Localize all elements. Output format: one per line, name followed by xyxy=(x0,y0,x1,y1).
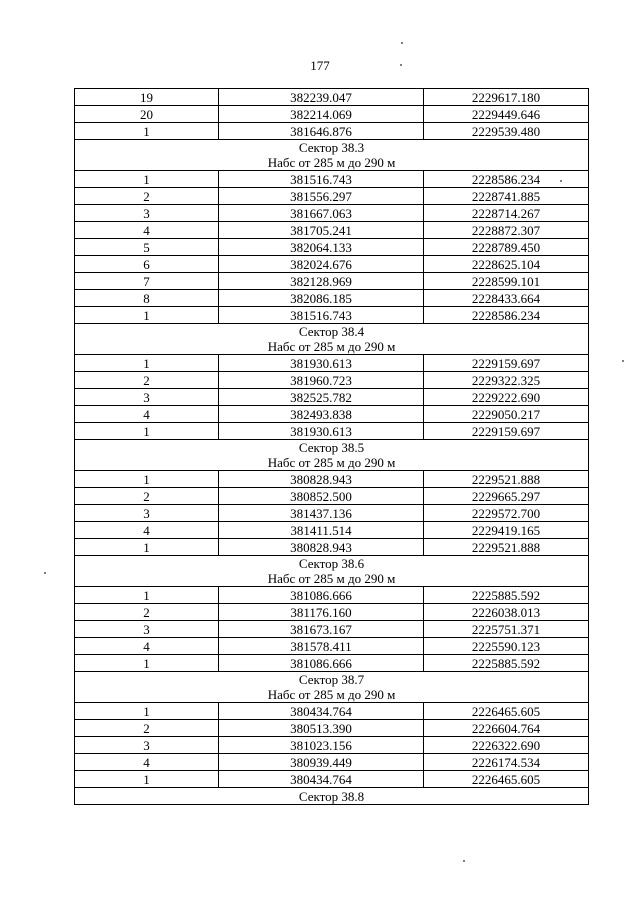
y-coordinate-cell: 2228586.234 xyxy=(424,307,589,324)
y-coordinate-cell: 2225590.123 xyxy=(424,638,589,655)
table-row xyxy=(75,539,589,556)
sector-header-row xyxy=(75,556,589,587)
x-coordinate-cell: 381960.723 xyxy=(219,372,424,389)
table-row xyxy=(75,587,589,604)
x-coordinate-cell: 381578.411 xyxy=(219,638,424,655)
x-coordinate-cell: 381086.666 xyxy=(219,655,424,672)
point-number-cell: 1 xyxy=(75,171,219,188)
point-number-cell: 2 xyxy=(75,372,219,389)
point-number-cell: 2 xyxy=(75,720,219,737)
y-coordinate-cell: 2225751.371 xyxy=(424,621,589,638)
x-coordinate-cell: 380513.390 xyxy=(219,720,424,737)
point-number-cell: 2 xyxy=(75,488,219,505)
sector-title: Сектор 38.3 xyxy=(298,140,365,155)
point-number-cell: 5 xyxy=(75,239,219,256)
y-coordinate-cell: 2226174.534 xyxy=(424,754,589,771)
table-row xyxy=(75,389,589,406)
sector-header-cell xyxy=(75,788,589,805)
sector-header-cell xyxy=(75,140,589,171)
table-row xyxy=(75,123,589,140)
x-coordinate-cell: 381673.167 xyxy=(219,621,424,638)
point-number-cell: 1 xyxy=(75,471,219,488)
x-coordinate-cell: 382086.185 xyxy=(219,290,424,307)
point-number-cell: 1 xyxy=(75,703,219,720)
y-coordinate-cell: 2229665.297 xyxy=(424,488,589,505)
point-number-cell: 4 xyxy=(75,406,219,423)
page-number: 177 xyxy=(310,58,330,73)
sector-altitude-range: Набс от 285 м до 290 м xyxy=(267,571,396,586)
table-row xyxy=(75,423,589,440)
table-row xyxy=(75,771,589,788)
table-row xyxy=(75,188,589,205)
sector-header-row xyxy=(75,788,589,805)
sector-altitude-range: Набс от 285 м до 290 м xyxy=(267,455,396,470)
sector-title: Сектор 38.6 xyxy=(298,556,365,571)
x-coordinate-cell: 380939.449 xyxy=(219,754,424,771)
y-coordinate-cell: 2229159.697 xyxy=(424,355,589,372)
table-row xyxy=(75,471,589,488)
point-number-cell: 6 xyxy=(75,256,219,273)
sector-header-row xyxy=(75,672,589,703)
point-number-cell: 7 xyxy=(75,273,219,290)
y-coordinate-cell: 2229159.697 xyxy=(424,423,589,440)
table-row xyxy=(75,290,589,307)
sector-header-row xyxy=(75,140,589,171)
y-coordinate-cell: 2226322.690 xyxy=(424,737,589,754)
y-coordinate-cell: 2228789.450 xyxy=(424,239,589,256)
y-coordinate-cell: 2228741.885 xyxy=(424,188,589,205)
y-coordinate-cell: 2229419.165 xyxy=(424,522,589,539)
scan-speck xyxy=(400,64,402,66)
point-number-cell: 1 xyxy=(75,123,219,140)
point-number-cell: 1 xyxy=(75,655,219,672)
scan-speck xyxy=(463,860,465,862)
table-row xyxy=(75,655,589,672)
sector-header-cell xyxy=(75,324,589,355)
sector-title: Сектор 38.8 xyxy=(298,788,365,804)
y-coordinate-cell: 2228433.664 xyxy=(424,290,589,307)
y-coordinate-cell: 2229572.700 xyxy=(424,505,589,522)
y-coordinate-cell: 2229449.646 xyxy=(424,106,589,123)
point-number-cell: 19 xyxy=(75,89,219,106)
table-row xyxy=(75,256,589,273)
y-coordinate-cell: 2226604.764 xyxy=(424,720,589,737)
table-row xyxy=(75,621,589,638)
x-coordinate-cell: 381667.063 xyxy=(219,205,424,222)
table-row xyxy=(75,505,589,522)
x-coordinate-cell: 380434.764 xyxy=(219,771,424,788)
point-number-cell: 1 xyxy=(75,587,219,604)
x-coordinate-cell: 381176.160 xyxy=(219,604,424,621)
y-coordinate-cell: 2225885.592 xyxy=(424,655,589,672)
table-row xyxy=(75,522,589,539)
sector-header-cell xyxy=(75,556,589,587)
point-number-cell: 1 xyxy=(75,423,219,440)
point-number-cell: 1 xyxy=(75,771,219,788)
point-number-cell: 20 xyxy=(75,106,219,123)
x-coordinate-cell: 381930.613 xyxy=(219,355,424,372)
sector-header-row xyxy=(75,440,589,471)
sector-header-row xyxy=(75,324,589,355)
y-coordinate-cell: 2228625.104 xyxy=(424,256,589,273)
point-number-cell: 4 xyxy=(75,638,219,655)
x-coordinate-cell: 380434.764 xyxy=(219,703,424,720)
point-number-cell: 1 xyxy=(75,307,219,324)
x-coordinate-cell: 382064.133 xyxy=(219,239,424,256)
scan-speck xyxy=(401,42,403,44)
point-number-cell: 2 xyxy=(75,188,219,205)
table-row xyxy=(75,720,589,737)
y-coordinate-cell: 2229617.180 xyxy=(424,89,589,106)
y-coordinate-cell: 2229222.690 xyxy=(424,389,589,406)
x-coordinate-cell: 381086.666 xyxy=(219,587,424,604)
sector-altitude-range: Набс от 285 м до 290 м xyxy=(267,687,396,702)
point-number-cell: 3 xyxy=(75,389,219,406)
table-row xyxy=(75,638,589,655)
x-coordinate-cell: 381516.743 xyxy=(219,307,424,324)
scan-speck xyxy=(622,360,624,362)
point-number-cell: 2 xyxy=(75,604,219,621)
x-coordinate-cell: 382024.676 xyxy=(219,256,424,273)
table-row xyxy=(75,488,589,505)
y-coordinate-cell: 2228586.234 xyxy=(424,171,589,188)
x-coordinate-cell: 381556.297 xyxy=(219,188,424,205)
table-row xyxy=(75,89,589,106)
sector-title: Сектор 38.4 xyxy=(298,324,365,339)
point-number-cell: 4 xyxy=(75,754,219,771)
y-coordinate-cell: 2228599.101 xyxy=(424,273,589,290)
y-coordinate-cell: 2226038.013 xyxy=(424,604,589,621)
x-coordinate-cell: 382493.838 xyxy=(219,406,424,423)
y-coordinate-cell: 2226465.605 xyxy=(424,703,589,720)
table-row xyxy=(75,222,589,239)
x-coordinate-cell: 382239.047 xyxy=(219,89,424,106)
point-number-cell: 3 xyxy=(75,621,219,638)
point-number-cell: 1 xyxy=(75,539,219,556)
y-coordinate-cell: 2228714.267 xyxy=(424,205,589,222)
x-coordinate-cell: 381437.136 xyxy=(219,505,424,522)
scan-speck xyxy=(44,572,46,574)
table-row xyxy=(75,406,589,423)
point-number-cell: 3 xyxy=(75,505,219,522)
x-coordinate-cell: 380852.500 xyxy=(219,488,424,505)
x-coordinate-cell: 380828.943 xyxy=(219,471,424,488)
x-coordinate-cell: 381516.743 xyxy=(219,171,424,188)
table-row xyxy=(75,355,589,372)
table-row xyxy=(75,205,589,222)
point-number-cell: 3 xyxy=(75,737,219,754)
sector-altitude-range: Набс от 285 м до 290 м xyxy=(267,155,396,170)
x-coordinate-cell: 382128.969 xyxy=(219,273,424,290)
x-coordinate-cell: 381411.514 xyxy=(219,522,424,539)
point-number-cell: 3 xyxy=(75,205,219,222)
point-number-cell: 8 xyxy=(75,290,219,307)
table-row xyxy=(75,372,589,389)
coordinates-table-body xyxy=(75,89,589,805)
table-row xyxy=(75,239,589,256)
x-coordinate-cell: 380828.943 xyxy=(219,539,424,556)
table-row xyxy=(75,703,589,720)
table-row xyxy=(75,106,589,123)
y-coordinate-cell: 2229539.480 xyxy=(424,123,589,140)
point-number-cell: 1 xyxy=(75,355,219,372)
y-coordinate-cell: 2229521.888 xyxy=(424,471,589,488)
table-row xyxy=(75,171,589,188)
y-coordinate-cell: 2225885.592 xyxy=(424,587,589,604)
table-row xyxy=(75,754,589,771)
table-row xyxy=(75,307,589,324)
x-coordinate-cell: 382214.069 xyxy=(219,106,424,123)
table-row xyxy=(75,604,589,621)
x-coordinate-cell: 381646.876 xyxy=(219,123,424,140)
coordinates-table xyxy=(74,88,589,805)
y-coordinate-cell: 2229322.325 xyxy=(424,372,589,389)
point-number-cell: 4 xyxy=(75,522,219,539)
y-coordinate-cell: 2229050.217 xyxy=(424,406,589,423)
sector-header-cell xyxy=(75,440,589,471)
sector-title: Сектор 38.7 xyxy=(298,672,365,687)
y-coordinate-cell: 2226465.605 xyxy=(424,771,589,788)
sector-altitude-range: Набс от 285 м до 290 м xyxy=(267,339,396,354)
x-coordinate-cell: 382525.782 xyxy=(219,389,424,406)
x-coordinate-cell: 381705.241 xyxy=(219,222,424,239)
table-row xyxy=(75,273,589,290)
table-row xyxy=(75,737,589,754)
x-coordinate-cell: 381930.613 xyxy=(219,423,424,440)
x-coordinate-cell: 381023.156 xyxy=(219,737,424,754)
sector-header-cell xyxy=(75,672,589,703)
y-coordinate-cell: 2229521.888 xyxy=(424,539,589,556)
point-number-cell: 4 xyxy=(75,222,219,239)
sector-title: Сектор 38.5 xyxy=(298,440,365,455)
y-coordinate-cell: 2228872.307 xyxy=(424,222,589,239)
